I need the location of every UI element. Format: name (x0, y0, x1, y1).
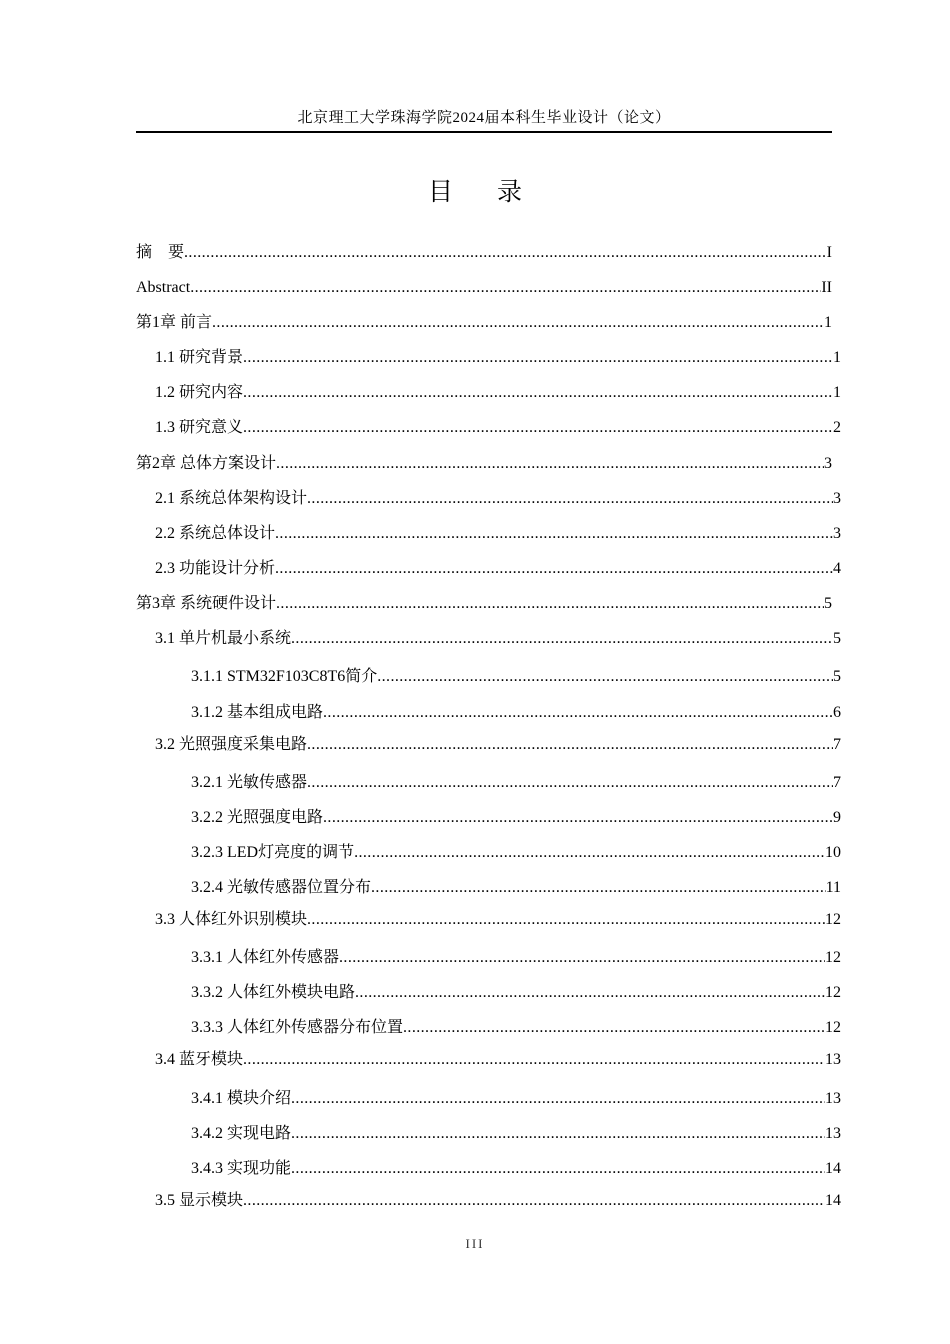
toc-entry-label: 3.4.1 模块介绍 (191, 1090, 292, 1107)
toc-entry-page: 12 (825, 1019, 841, 1036)
toc-entry-page: 1 (833, 349, 841, 366)
toc-entry-page: 3 (833, 490, 841, 507)
toc-entry-page: 9 (833, 809, 841, 826)
toc-entry-label: 3.5 显示模块 (155, 1192, 244, 1209)
toc-entry-page: 1 (833, 384, 841, 401)
toc-entry-3-4-3[interactable] (191, 1155, 841, 1179)
toc-entry-page: 7 (833, 774, 841, 791)
toc-entry-page: 13 (825, 1090, 841, 1107)
toc-entry-page: 14 (825, 1160, 841, 1177)
toc-entry-page: 3 (824, 455, 832, 472)
toc-entry-page: 3 (833, 525, 841, 542)
toc-entry-page: 14 (825, 1192, 841, 1209)
toc-entry-2-2[interactable] (155, 520, 841, 544)
toc-entry-3-3-3[interactable] (191, 1014, 841, 1038)
toc-entry-label: 摘 要 (136, 244, 185, 261)
toc-entry-label: 2.2 系统总体设计 (155, 525, 276, 542)
toc-entry-3-3-1[interactable] (191, 944, 841, 968)
page-number: III (465, 1236, 485, 1251)
toc-entry-label: 3.3.3 人体红外传感器分布位置 (191, 1019, 404, 1036)
toc-entry-page: 12 (825, 949, 841, 966)
toc-entry-2-1[interactable] (155, 485, 841, 509)
toc-entry-3-2[interactable] (155, 731, 841, 755)
toc-entry-page: 13 (825, 1125, 841, 1142)
toc-entry-3-4[interactable] (155, 1046, 841, 1070)
toc-entry-label: 1.1 研究背景 (155, 349, 244, 366)
page-title: 目 录 (428, 177, 540, 206)
toc-entry-label: 2.3 功能设计分析 (155, 560, 276, 577)
toc-entry-page: 10 (825, 844, 841, 861)
toc-entry-3-2-3[interactable] (191, 839, 841, 863)
toc-entry-3-2-4[interactable] (191, 874, 841, 898)
toc-entry-page: 6 (833, 704, 841, 721)
toc-entry-page: 5 (833, 668, 841, 685)
toc-entry-3-2-2[interactable] (191, 804, 841, 828)
toc-entry-1-2[interactable] (155, 379, 841, 403)
toc-entry-label: 3.3 人体红外识别模块 (155, 911, 308, 928)
running-header: 北京理工大学珠海学院2024届本科生毕业设计（论文） (136, 106, 832, 133)
toc-entry-3-4-1[interactable] (191, 1085, 841, 1109)
toc-entry-label: 3.4.2 实现电路 (191, 1125, 292, 1142)
toc-entry-1-3[interactable] (155, 414, 841, 438)
toc-entry-page: 13 (825, 1051, 841, 1068)
toc-entry-chapter-1[interactable] (136, 309, 832, 333)
toc-entry-label: 3.4.3 实现功能 (191, 1160, 292, 1177)
toc-entry-page: I (826, 244, 832, 261)
toc-entry-abstract-en[interactable] (136, 274, 832, 298)
toc-entry-page: 5 (824, 595, 832, 612)
toc-entry-3-3-2[interactable] (191, 979, 841, 1003)
toc-entry-2-3[interactable] (155, 555, 841, 579)
toc-entry-page: 7 (833, 736, 841, 753)
toc-entry-abstract-cn[interactable] (136, 239, 832, 263)
toc-entry-label: 3.1 单片机最小系统 (155, 630, 292, 647)
toc-entry-label: 1.3 研究意义 (155, 419, 244, 436)
toc-entry-3-1-2[interactable] (191, 699, 841, 723)
toc-entry-label: 第1章 前言 (136, 314, 213, 331)
toc-entry-page: 12 (825, 984, 841, 1001)
toc-entry-page: 11 (825, 879, 841, 896)
toc-entry-label: 第2章 总体方案设计 (136, 455, 277, 472)
toc-entry-label: 1.2 研究内容 (155, 384, 244, 401)
toc-entry-page: 2 (833, 419, 841, 436)
toc-entry-page: 1 (824, 314, 832, 331)
toc-entry-label: 3.2.2 光照强度电路 (191, 809, 324, 826)
toc-entry-3-3[interactable] (155, 906, 841, 930)
toc-entry-label: Abstract (136, 279, 191, 296)
toc-entry-label: 3.1.2 基本组成电路 (191, 704, 324, 721)
toc-entry-label: 3.2 光照强度采集电路 (155, 736, 308, 753)
toc-entry-page: 4 (833, 560, 841, 577)
toc-entry-page: 12 (825, 911, 841, 928)
toc-entry-chapter-2[interactable] (136, 450, 832, 474)
toc-entry-label: 3.2.1 光敏传感器 (191, 774, 308, 791)
toc-entry-3-1[interactable] (155, 625, 841, 649)
toc-entry-label: 3.1.1 STM32F103C8T6简介 (191, 668, 378, 685)
toc-entry-label: 3.3.1 人体红外传感器 (191, 949, 340, 966)
toc-entry-label: 3.3.2 人体红外模块电路 (191, 984, 356, 1001)
toc-entry-label: 2.1 系统总体架构设计 (155, 490, 308, 507)
toc-entry-3-4-2[interactable] (191, 1120, 841, 1144)
toc-entry-page: 5 (833, 630, 841, 647)
toc-entry-1-1[interactable] (155, 344, 841, 368)
toc-entry-label: 3.2.3 LED灯亮度的调节 (191, 844, 355, 861)
toc-entry-label: 3.4 蓝牙模块 (155, 1051, 244, 1068)
toc-entry-3-2-1[interactable] (191, 769, 841, 793)
toc-entry-3-1-1[interactable] (191, 663, 841, 687)
toc-entry-label: 3.2.4 光敏传感器位置分布 (191, 879, 372, 896)
toc-entry-label: 第3章 系统硬件设计 (136, 595, 277, 612)
toc-entry-3-5[interactable] (155, 1187, 841, 1211)
toc-entry-page: II (821, 279, 832, 296)
toc-entry-chapter-3[interactable] (136, 590, 832, 614)
